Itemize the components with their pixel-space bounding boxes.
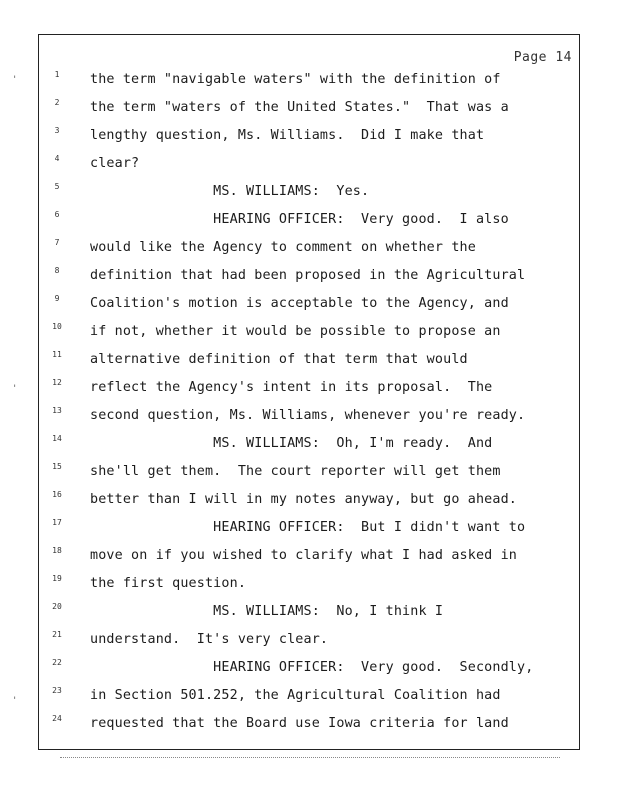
line-number: 10 — [52, 322, 62, 331]
margin-mark: ' — [12, 696, 18, 706]
line-number: 11 — [52, 350, 62, 359]
margin-mark: ' — [12, 384, 18, 394]
transcript-line: MS. WILLIAMS: No, I think I — [90, 604, 444, 619]
transcript-line: MS. WILLIAMS: Yes. — [90, 184, 370, 199]
line-number: 1 — [54, 70, 60, 79]
transcript-line: alternative definition of that term that would — [90, 352, 468, 367]
line-number: 2 — [54, 98, 60, 107]
transcript-line: if not, whether it would be possible to propose an — [90, 324, 501, 339]
transcript-line: HEARING OFFICER: But I didn't want to — [90, 520, 526, 535]
line-number: 12 — [52, 378, 62, 387]
transcript-line: the first question. — [90, 576, 247, 591]
line-number: 5 — [54, 182, 60, 191]
line-number: 9 — [54, 294, 60, 303]
footer-divider — [60, 757, 560, 758]
line-number: 8 — [54, 266, 60, 275]
transcript-line: better than I will in my notes anyway, but go ahead. — [90, 492, 518, 507]
line-number: 17 — [52, 518, 62, 527]
line-number: 7 — [54, 238, 60, 247]
transcript-line: reflect the Agency's intent in its proposal. The — [90, 380, 493, 395]
transcript-line: HEARING OFFICER: Very good. Secondly, — [90, 660, 534, 675]
line-number: 22 — [52, 658, 62, 667]
line-number: 20 — [52, 602, 62, 611]
transcript-line: clear? — [90, 156, 140, 171]
transcript-line: the term "waters of the United States." That was a — [90, 100, 509, 115]
line-number: 18 — [52, 546, 62, 555]
line-number: 13 — [52, 406, 62, 415]
line-number: 15 — [52, 462, 62, 471]
line-number: 19 — [52, 574, 62, 583]
line-number: 3 — [54, 126, 60, 135]
transcript-line: Coalition's motion is acceptable to the Agency, and — [90, 296, 509, 311]
line-number: 23 — [52, 686, 62, 695]
transcript-line: the term "navigable waters" with the definition of — [90, 72, 501, 87]
transcript-line: in Section 501.252, the Agricultural Coalition had — [90, 688, 501, 703]
line-number: 4 — [54, 154, 60, 163]
transcript-line: lengthy question, Ms. Williams. Did I make that — [90, 128, 485, 143]
transcript-line: she'll get them. The court reporter will get them — [90, 464, 501, 479]
line-number: 6 — [54, 210, 60, 219]
line-number: 24 — [52, 714, 62, 723]
transcript-line: MS. WILLIAMS: Oh, I'm ready. And — [90, 436, 493, 451]
margin-mark: ' — [12, 75, 18, 85]
transcript-line: move on if you wished to clarify what I had asked in — [90, 548, 518, 563]
line-number: 14 — [52, 434, 62, 443]
transcript-line: HEARING OFFICER: Very good. I also — [90, 212, 509, 227]
transcript-line: definition that had been proposed in the Agricultural — [90, 268, 526, 283]
transcript-line: requested that the Board use Iowa criteria for land — [90, 716, 509, 731]
transcript-line: second question, Ms. Williams, whenever you're ready. — [90, 408, 526, 423]
line-number: 21 — [52, 630, 62, 639]
transcript-line: understand. It's very clear. — [90, 632, 329, 647]
line-number: 16 — [52, 490, 62, 499]
transcript-line: would like the Agency to comment on whether the — [90, 240, 476, 255]
page-number: Page 14 — [513, 50, 572, 65]
